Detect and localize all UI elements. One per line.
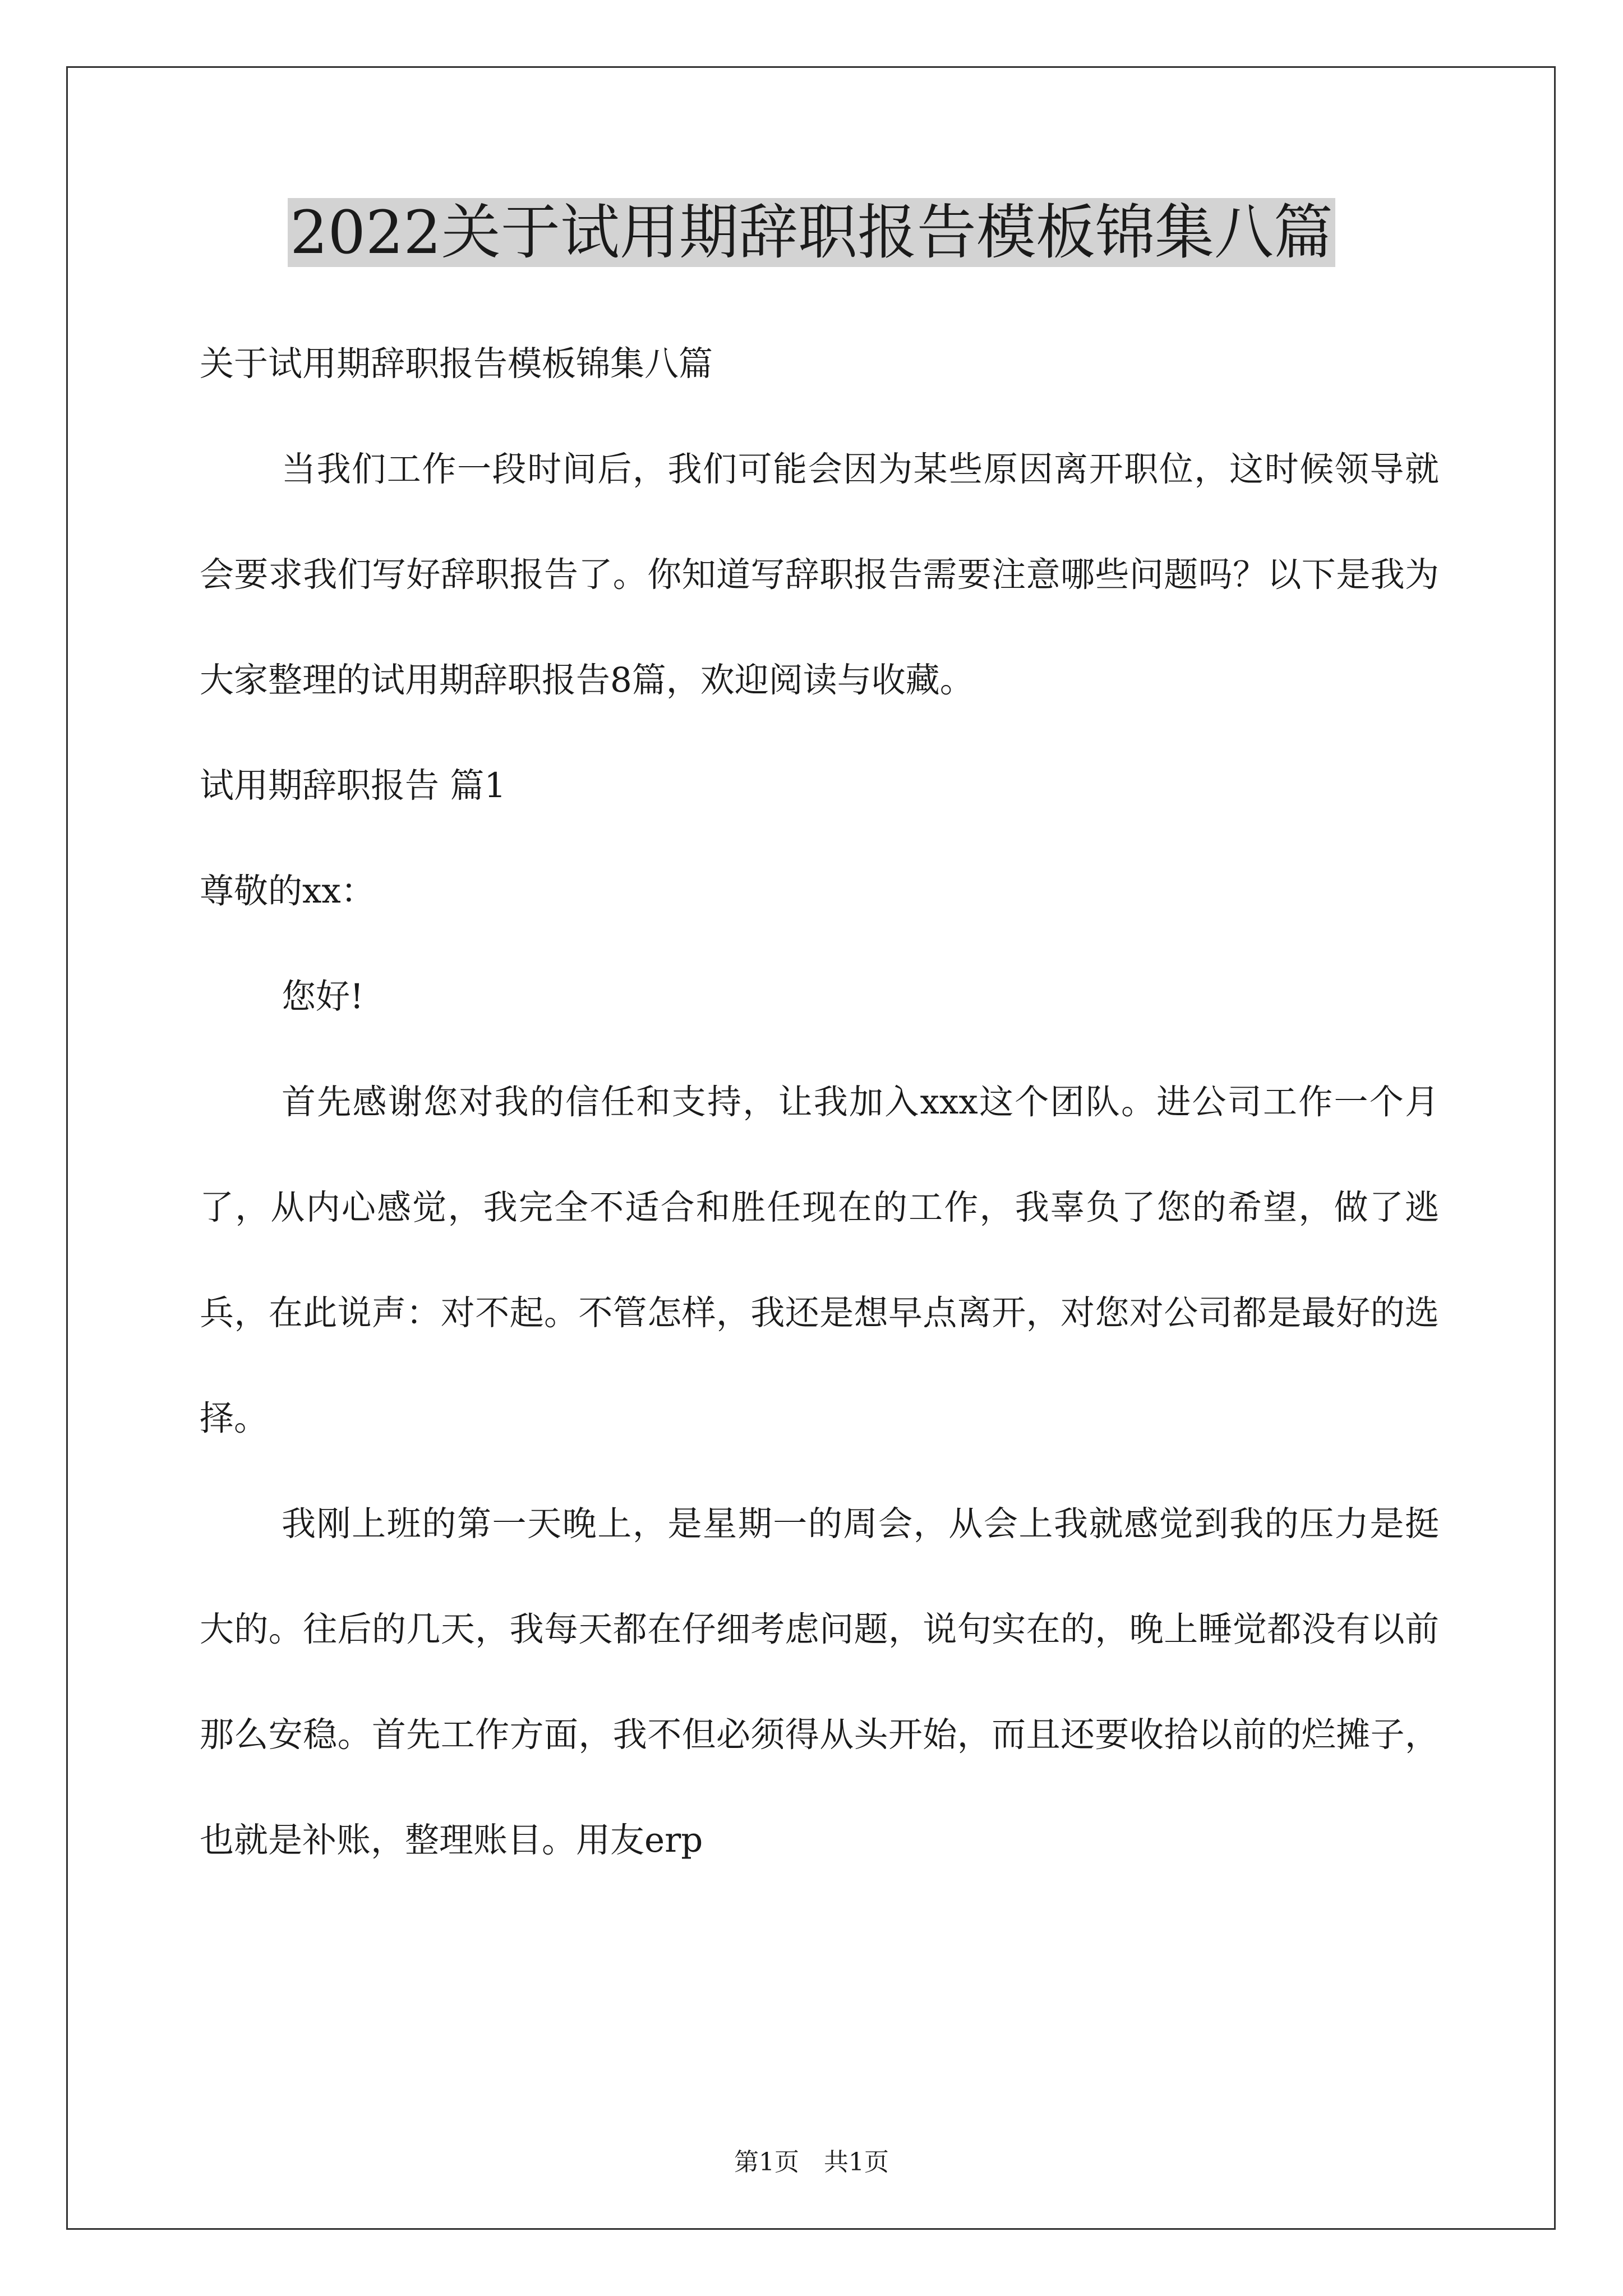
greeting: 您好! [282,977,364,1016]
paragraph-subtitle: 关于试用期辞职报告模板锦集八篇 [200,344,713,384]
section-heading: 试用期辞职报告 篇1 [200,766,506,806]
document-title-text: 2022关于试用期辞职报告模板锦集八篇 [288,198,1335,267]
document-body [200,311,1439,1893]
paragraph-body-2: 我刚上班的第一天晚上，是星期一的周会，从会上我就感觉到我的压力是挺大的。往后的几天，我每天都在仔细考虑问题，说句实在的，晚上睡觉都没有以前那么安稳。首先工作方面，我不但必须得从头开始，而且还要收拾以前的烂摊子，也就是补账，整理账目。用友erp [200,1504,1439,1860]
page-footer: 第1页 共1页 [734,2148,889,2177]
salutation: 尊敬的xx： [200,871,375,911]
paragraph-intro: 当我们工作一段时间后，我们可能会因为某些原因离开职位，这时候领导就会要求我们写好辞职报告了。你知道写辞职报告需要注意哪些问题吗？以下是我为大家整理的试用期辞职报告8篇，欢迎阅读与收藏。 [200,449,1439,700]
paragraph-body-1: 首先感谢您对我的信任和支持，让我加入xxx这个团队。进公司工作一个月了，从内心感觉，我完全不适合和胜任现在的工作，我辜负了您的希望，做了逃兵，在此说声：对不起。不管怎样，我还是想早点离开，对您对公司都是最好的选择。 [200,1082,1439,1438]
document-title [0,194,1623,272]
